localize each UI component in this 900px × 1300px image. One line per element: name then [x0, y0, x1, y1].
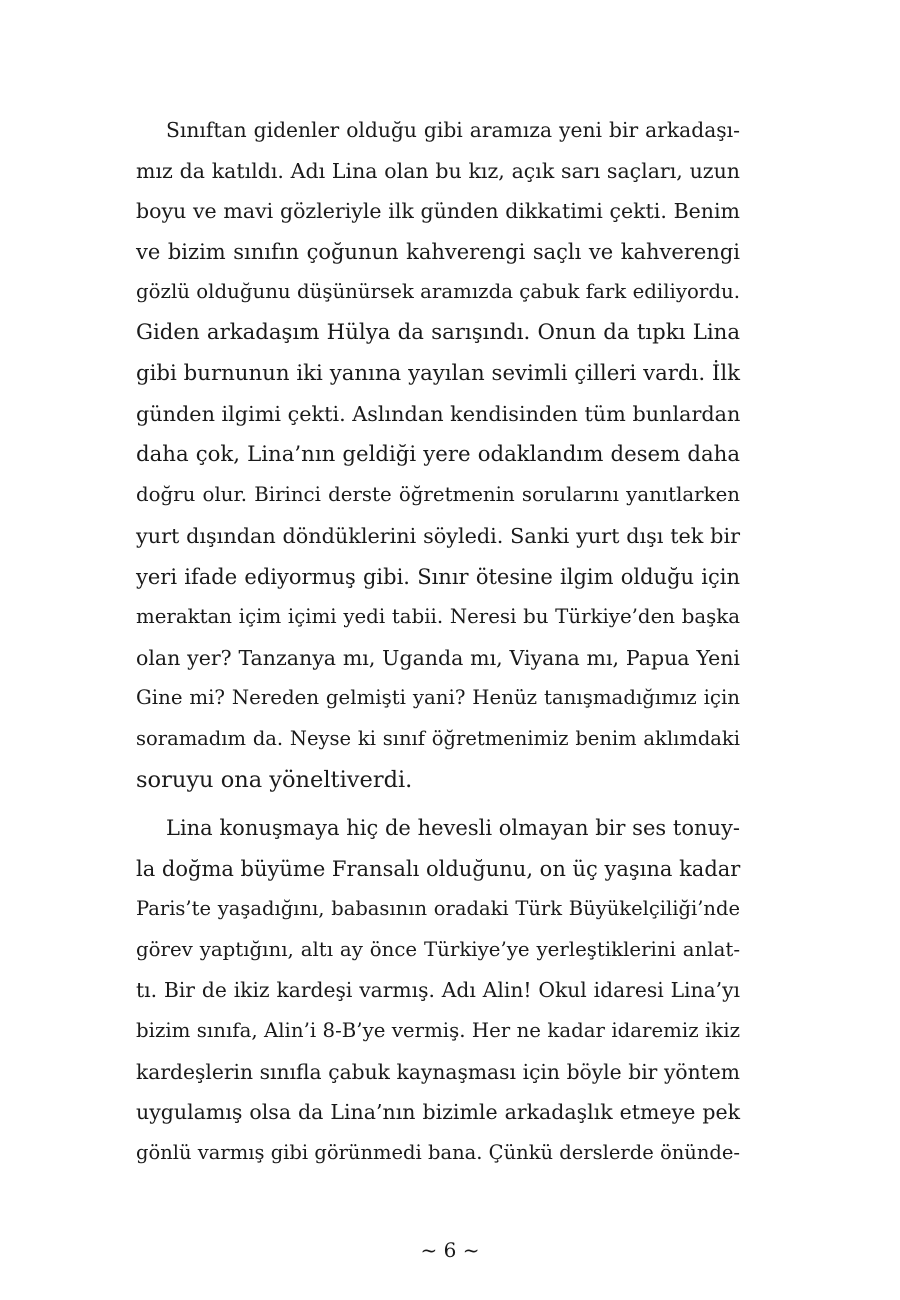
text-line: doğru olur. Birinci derste öğretmenin sorularını yanıtlarken [136, 483, 740, 507]
text-line: meraktan içim içimi yedi tabii. Neresi bu Türkiye’den başka [136, 605, 740, 629]
text-line: uygulamış olsa da Lina’nın bizimle arkadaşlık etmeye pek [136, 1100, 740, 1125]
text-line: soruyu ona yöneltiverdi. [136, 766, 413, 793]
text-line: Giden arkadaşım Hülya da sarışındı. Onun da tıpkı Lina [136, 319, 740, 345]
text-line: tı. Bir de ikiz kardeşi varmış. Adı Alin! Okul idaresi Lina’yı [136, 978, 740, 1003]
text-line: yurt dışından döndüklerini söyledi. Sanki yurt dışı tek bir [136, 523, 740, 548]
text-line: la doğma büyüme Fransalı olduğunu, on üç yaşına kadar [136, 856, 741, 881]
text-line: Sınıftan gidenler olduğu gibi aramıza yeni bir arkadaşı- [166, 118, 740, 142]
text-line: Lina konuşmaya hiç de hevesli olmayan bir ses tonuy- [166, 816, 740, 840]
text-line: gönlü varmış gibi görünmedi bana. Çünkü derslerde önünde- [136, 1140, 740, 1164]
text-line: gibi burnunun iki yanına yayılan sevimli çilleri vardı. İlk [136, 360, 740, 386]
text-line: boyu ve mavi gözleriyle ilk günden dikkatimi çekti. Benim [136, 199, 740, 224]
text-line: günden ilgimi çekti. Aslından kendisinden tüm bunlardan [136, 402, 741, 427]
text-line: mız da katıldı. Adı Lina olan bu kız, açık sarı saçları, uzun [136, 158, 740, 183]
text-line: yeri ifade ediyormuş gibi. Sınır ötesine ilgim olduğu için [136, 564, 740, 589]
paragraph-1 [136, 110, 740, 800]
page-number: ~ 6 ~ [420, 1238, 480, 1262]
text-line: soramadım da. Neyse ki sınıf öğretmenimiz benim aklımdaki [136, 726, 740, 750]
text-line: Gine mi? Nereden gelmişti yani? Henüz tanışmadığımız için [136, 686, 740, 710]
text-line: ve bizim sınıfın çoğunun kahverengi saçlı ve kahverengi [136, 239, 740, 264]
text-line: Paris’te yaşadığını, babasının oradaki Türk Büyükelçiliği’nde [136, 897, 740, 921]
text-line: daha çok, Lina’nın geldiği yere odaklandım desem daha [136, 441, 740, 467]
text-line: olan yer? Tanzanya mı, Uganda mı, Viyana mı, Papua Yeni [136, 645, 740, 670]
text-line: bizim sınıfa, Alin’i 8-B’ye vermiş. Her ne kadar idaremiz ikiz [136, 1018, 740, 1042]
text-line: görev yaptığını, altı ay önce Türkiye’ye yerleştiklerini anlat- [136, 937, 740, 961]
paragraph-2 [136, 808, 740, 1173]
text-line: kardeşlerin sınıfla çabuk kaynaşması için böyle bir yöntem [136, 1059, 740, 1084]
text-line: gözlü olduğunu düşünürsek aramızda çabuk fark ediliyordu. [136, 280, 740, 304]
